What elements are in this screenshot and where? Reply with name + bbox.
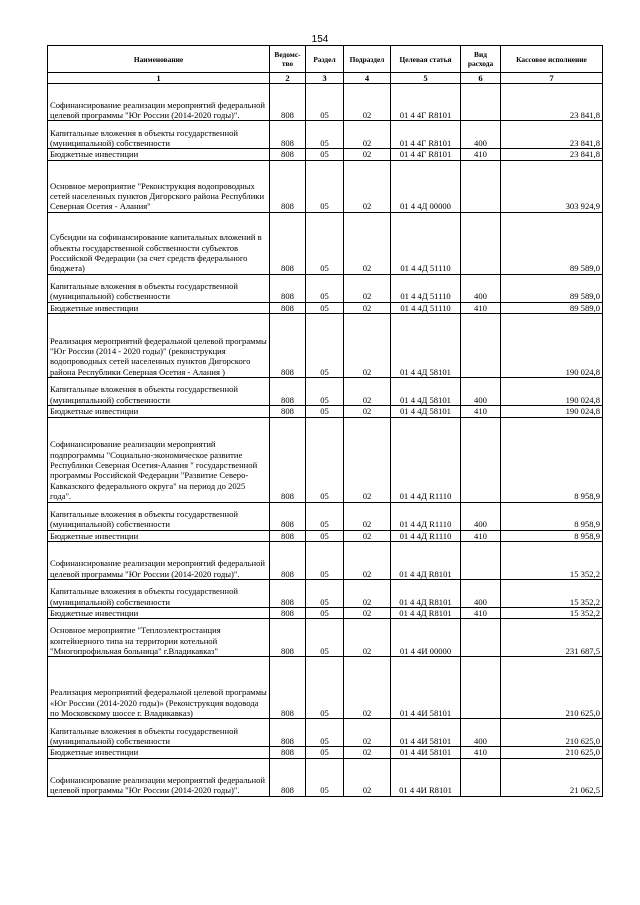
row-subsection-cell: 02 [344, 719, 391, 747]
column-number: 5 [391, 73, 461, 84]
table-row [48, 502, 603, 530]
row-department-cell: 808 [270, 314, 306, 378]
row-section-cell: 05 [306, 302, 344, 313]
row-expense-type-cell [461, 619, 501, 657]
row-subsection-cell: 02 [344, 84, 391, 121]
column-number: 3 [306, 73, 344, 84]
row-section-cell: 05 [306, 149, 344, 160]
column-header-cash-execution: Кассовое исполнение [501, 46, 603, 73]
row-amount-cell: 23 841,8 [501, 121, 603, 149]
row-section-cell: 05 [306, 84, 344, 121]
row-amount-cell: 21 062,5 [501, 758, 603, 796]
row-target-article-cell: 01 4 4Г R8101 [391, 149, 461, 160]
row-amount-cell: 210 625,0 [501, 719, 603, 747]
row-amount-cell: 210 625,0 [501, 747, 603, 758]
row-section-cell: 05 [306, 212, 344, 274]
row-expense-type-cell: 410 [461, 530, 501, 541]
row-expense-type-cell [461, 160, 501, 212]
row-section-cell: 05 [306, 160, 344, 212]
table-row [48, 84, 603, 121]
column-header-expense-type: Вид расхода [461, 46, 501, 73]
row-amount-cell: 8 958,9 [501, 417, 603, 502]
row-target-article-cell: 01 4 4Д R8101 [391, 580, 461, 608]
row-target-article-cell: 01 4 4Д 58101 [391, 314, 461, 378]
row-expense-type-cell: 400 [461, 274, 501, 302]
row-target-article-cell: 01 4 4Д 51110 [391, 274, 461, 302]
row-name-cell: Реализация мероприятий федеральной целевой программы «Юг России (2014-2020 годы)» (Реконструкция водовода по Московскому шоссе г. Владикавказ) [48, 657, 270, 719]
row-target-article-cell: 01 4 4Г R8101 [391, 121, 461, 149]
row-name-cell: Капитальные вложения в объекты государственной (муниципальной) собственности [48, 580, 270, 608]
row-section-cell: 05 [306, 417, 344, 502]
row-department-cell: 808 [270, 502, 306, 530]
header-row [48, 46, 603, 73]
row-department-cell: 808 [270, 719, 306, 747]
table-row [48, 378, 603, 406]
table-row [48, 149, 603, 160]
row-name-cell: Бюджетные инвестиции [48, 302, 270, 313]
column-number: 4 [344, 73, 391, 84]
row-amount-cell: 23 841,8 [501, 84, 603, 121]
row-expense-type-cell: 410 [461, 608, 501, 619]
row-department-cell: 808 [270, 84, 306, 121]
row-expense-type-cell [461, 314, 501, 378]
table-row [48, 619, 603, 657]
row-subsection-cell: 02 [344, 542, 391, 580]
row-name-cell: Бюджетные инвестиции [48, 406, 270, 417]
row-amount-cell: 15 352,2 [501, 580, 603, 608]
row-section-cell: 05 [306, 406, 344, 417]
row-department-cell: 808 [270, 378, 306, 406]
table-row [48, 302, 603, 313]
row-name-cell: Бюджетные инвестиции [48, 747, 270, 758]
column-header-subsection: Подраздел [344, 46, 391, 73]
row-amount-cell: 190 024,8 [501, 406, 603, 417]
row-amount-cell: 89 589,0 [501, 212, 603, 274]
row-section-cell: 05 [306, 719, 344, 747]
row-subsection-cell: 02 [344, 314, 391, 378]
row-expense-type-cell [461, 417, 501, 502]
row-target-article-cell: 01 4 4Д 51110 [391, 302, 461, 313]
row-section-cell: 05 [306, 502, 344, 530]
row-name-cell: Бюджетные инвестиции [48, 608, 270, 619]
row-expense-type-cell: 400 [461, 580, 501, 608]
row-department-cell: 808 [270, 747, 306, 758]
row-amount-cell: 89 589,0 [501, 274, 603, 302]
row-subsection-cell: 02 [344, 406, 391, 417]
table-row [48, 719, 603, 747]
row-section-cell: 05 [306, 758, 344, 796]
row-department-cell: 808 [270, 608, 306, 619]
row-expense-type-cell [461, 212, 501, 274]
row-section-cell: 05 [306, 274, 344, 302]
row-department-cell: 808 [270, 121, 306, 149]
table-row [48, 274, 603, 302]
table-row [48, 160, 603, 212]
row-subsection-cell: 02 [344, 149, 391, 160]
table-row [48, 212, 603, 274]
row-section-cell: 05 [306, 314, 344, 378]
row-target-article-cell: 01 4 4И 58101 [391, 747, 461, 758]
row-department-cell: 808 [270, 580, 306, 608]
table-row [48, 542, 603, 580]
row-expense-type-cell: 410 [461, 302, 501, 313]
row-subsection-cell: 02 [344, 502, 391, 530]
row-target-article-cell: 01 4 4Д 58101 [391, 378, 461, 406]
row-target-article-cell: 01 4 4Г R8101 [391, 84, 461, 121]
row-name-cell: Софинансирование реализации мероприятий федеральной целевой программы "Юг России (2014-2020 годы)". [48, 84, 270, 121]
row-amount-cell: 210 625,0 [501, 657, 603, 719]
row-subsection-cell: 02 [344, 580, 391, 608]
row-subsection-cell: 02 [344, 302, 391, 313]
row-section-cell: 05 [306, 378, 344, 406]
row-subsection-cell: 02 [344, 121, 391, 149]
row-department-cell: 808 [270, 619, 306, 657]
row-section-cell: 05 [306, 121, 344, 149]
row-expense-type-cell: 410 [461, 149, 501, 160]
row-name-cell: Реализация мероприятий федеральной целевой программы "Юг России (2014 - 2020 годы)" (реконструкция водопроводных сетей населенных пунктов Дигорского района Республики Северная Осетия - Алания ) [48, 314, 270, 378]
column-number-row [48, 73, 603, 84]
row-amount-cell: 8 958,9 [501, 530, 603, 541]
row-name-cell: Софинансирование реализации мероприятий федеральной целевой программы "Юг России (2014-2020 годы)". [48, 542, 270, 580]
row-name-cell: Капитальные вложения в объекты государственной (муниципальной) собственности [48, 274, 270, 302]
row-name-cell: Капитальные вложения в объекты государственной (муниципальной) собственности [48, 121, 270, 149]
row-department-cell: 808 [270, 212, 306, 274]
row-department-cell: 808 [270, 530, 306, 541]
row-subsection-cell: 02 [344, 619, 391, 657]
row-department-cell: 808 [270, 274, 306, 302]
row-amount-cell: 190 024,8 [501, 314, 603, 378]
budget-execution-table [47, 45, 603, 797]
row-target-article-cell: 01 4 4И R8101 [391, 758, 461, 796]
table-row [48, 608, 603, 619]
column-number: 7 [501, 73, 603, 84]
row-subsection-cell: 02 [344, 160, 391, 212]
row-subsection-cell: 02 [344, 212, 391, 274]
row-expense-type-cell: 410 [461, 747, 501, 758]
row-amount-cell: 190 024,8 [501, 378, 603, 406]
table-row [48, 417, 603, 502]
table-row [48, 580, 603, 608]
row-expense-type-cell: 400 [461, 502, 501, 530]
row-name-cell: Бюджетные инвестиции [48, 530, 270, 541]
row-target-article-cell: 01 4 4Д 58101 [391, 406, 461, 417]
row-department-cell: 808 [270, 406, 306, 417]
column-number: 6 [461, 73, 501, 84]
table-row [48, 530, 603, 541]
row-expense-type-cell [461, 758, 501, 796]
row-subsection-cell: 02 [344, 378, 391, 406]
column-header-department: Ведомс-тво [270, 46, 306, 73]
row-section-cell: 05 [306, 608, 344, 619]
column-number: 1 [48, 73, 270, 84]
table-row [48, 121, 603, 149]
row-target-article-cell: 01 4 4Д 51110 [391, 212, 461, 274]
row-name-cell: Капитальные вложения в объекты государственной (муниципальной) собственности [48, 719, 270, 747]
column-header-name: Наименование [48, 46, 270, 73]
row-target-article-cell: 01 4 4И 58101 [391, 657, 461, 719]
row-target-article-cell: 01 4 4Д R8101 [391, 542, 461, 580]
table-row [48, 747, 603, 758]
row-subsection-cell: 02 [344, 417, 391, 502]
row-subsection-cell: 02 [344, 274, 391, 302]
row-name-cell: Субсидии на софинансирование капитальных вложений в объекты государственной собственности субъектов Российской Федерации (за счет средств федерального бюджета) [48, 212, 270, 274]
row-subsection-cell: 02 [344, 747, 391, 758]
row-section-cell: 05 [306, 657, 344, 719]
row-amount-cell: 231 687,5 [501, 619, 603, 657]
row-department-cell: 808 [270, 149, 306, 160]
row-section-cell: 05 [306, 747, 344, 758]
row-department-cell: 808 [270, 160, 306, 212]
row-expense-type-cell [461, 657, 501, 719]
table-row [48, 657, 603, 719]
row-subsection-cell: 02 [344, 657, 391, 719]
row-name-cell: Основное мероприятие "Реконструкция водопроводных сетей населенных пунктов Дигорского района Республики Северная Осетия - Алания" [48, 160, 270, 212]
column-header-target-article: Целевая статья [391, 46, 461, 73]
row-name-cell: Софинансирование реализации мероприятий подпрограммы "Социально-экономическое развитие Республики Северная Осетия-Алания " государственной программы Российской Федерации "Развитие Северо-Кавказского федерального округа" на период до 2025 года". [48, 417, 270, 502]
row-target-article-cell: 01 4 4Д R8101 [391, 608, 461, 619]
table-row [48, 406, 603, 417]
row-expense-type-cell: 400 [461, 121, 501, 149]
row-amount-cell: 89 589,0 [501, 302, 603, 313]
row-department-cell: 808 [270, 542, 306, 580]
row-amount-cell: 15 352,2 [501, 542, 603, 580]
row-expense-type-cell: 410 [461, 406, 501, 417]
column-number: 2 [270, 73, 306, 84]
row-section-cell: 05 [306, 542, 344, 580]
row-subsection-cell: 02 [344, 530, 391, 541]
table-row [48, 314, 603, 378]
row-expense-type-cell [461, 84, 501, 121]
row-amount-cell: 303 924,9 [501, 160, 603, 212]
row-subsection-cell: 02 [344, 758, 391, 796]
row-expense-type-cell: 400 [461, 378, 501, 406]
row-expense-type-cell: 400 [461, 719, 501, 747]
page-number: 154 [311, 34, 329, 45]
row-target-article-cell: 01 4 4Д R1110 [391, 502, 461, 530]
row-target-article-cell: 01 4 4Д R1110 [391, 530, 461, 541]
row-name-cell: Бюджетные инвестиции [48, 149, 270, 160]
row-amount-cell: 23 841,8 [501, 149, 603, 160]
row-name-cell: Капитальные вложения в объекты государственной (муниципальной) собственности [48, 502, 270, 530]
table-row [48, 758, 603, 796]
row-department-cell: 808 [270, 657, 306, 719]
row-amount-cell: 8 958,9 [501, 502, 603, 530]
row-name-cell: Основное мероприятие "Теплоэлектростанция контейнерного типа на территории котельной "Многопрофильная больница" г.Владикавказ" [48, 619, 270, 657]
row-department-cell: 808 [270, 758, 306, 796]
row-expense-type-cell [461, 542, 501, 580]
column-header-section: Раздел [306, 46, 344, 73]
row-section-cell: 05 [306, 580, 344, 608]
row-department-cell: 808 [270, 417, 306, 502]
row-section-cell: 05 [306, 530, 344, 541]
row-subsection-cell: 02 [344, 608, 391, 619]
row-department-cell: 808 [270, 302, 306, 313]
row-target-article-cell: 01 4 4И 58101 [391, 719, 461, 747]
row-target-article-cell: 01 4 4И 00000 [391, 619, 461, 657]
row-target-article-cell: 01 4 4Д 00000 [391, 160, 461, 212]
row-target-article-cell: 01 4 4Д R1110 [391, 417, 461, 502]
row-section-cell: 05 [306, 619, 344, 657]
row-name-cell: Капитальные вложения в объекты государственной (муниципальной) собственности [48, 378, 270, 406]
row-amount-cell: 15 352,2 [501, 608, 603, 619]
row-name-cell: Софинансирование реализации мероприятий федеральной целевой программы "Юг России (2014-2020 годы)". [48, 758, 270, 796]
